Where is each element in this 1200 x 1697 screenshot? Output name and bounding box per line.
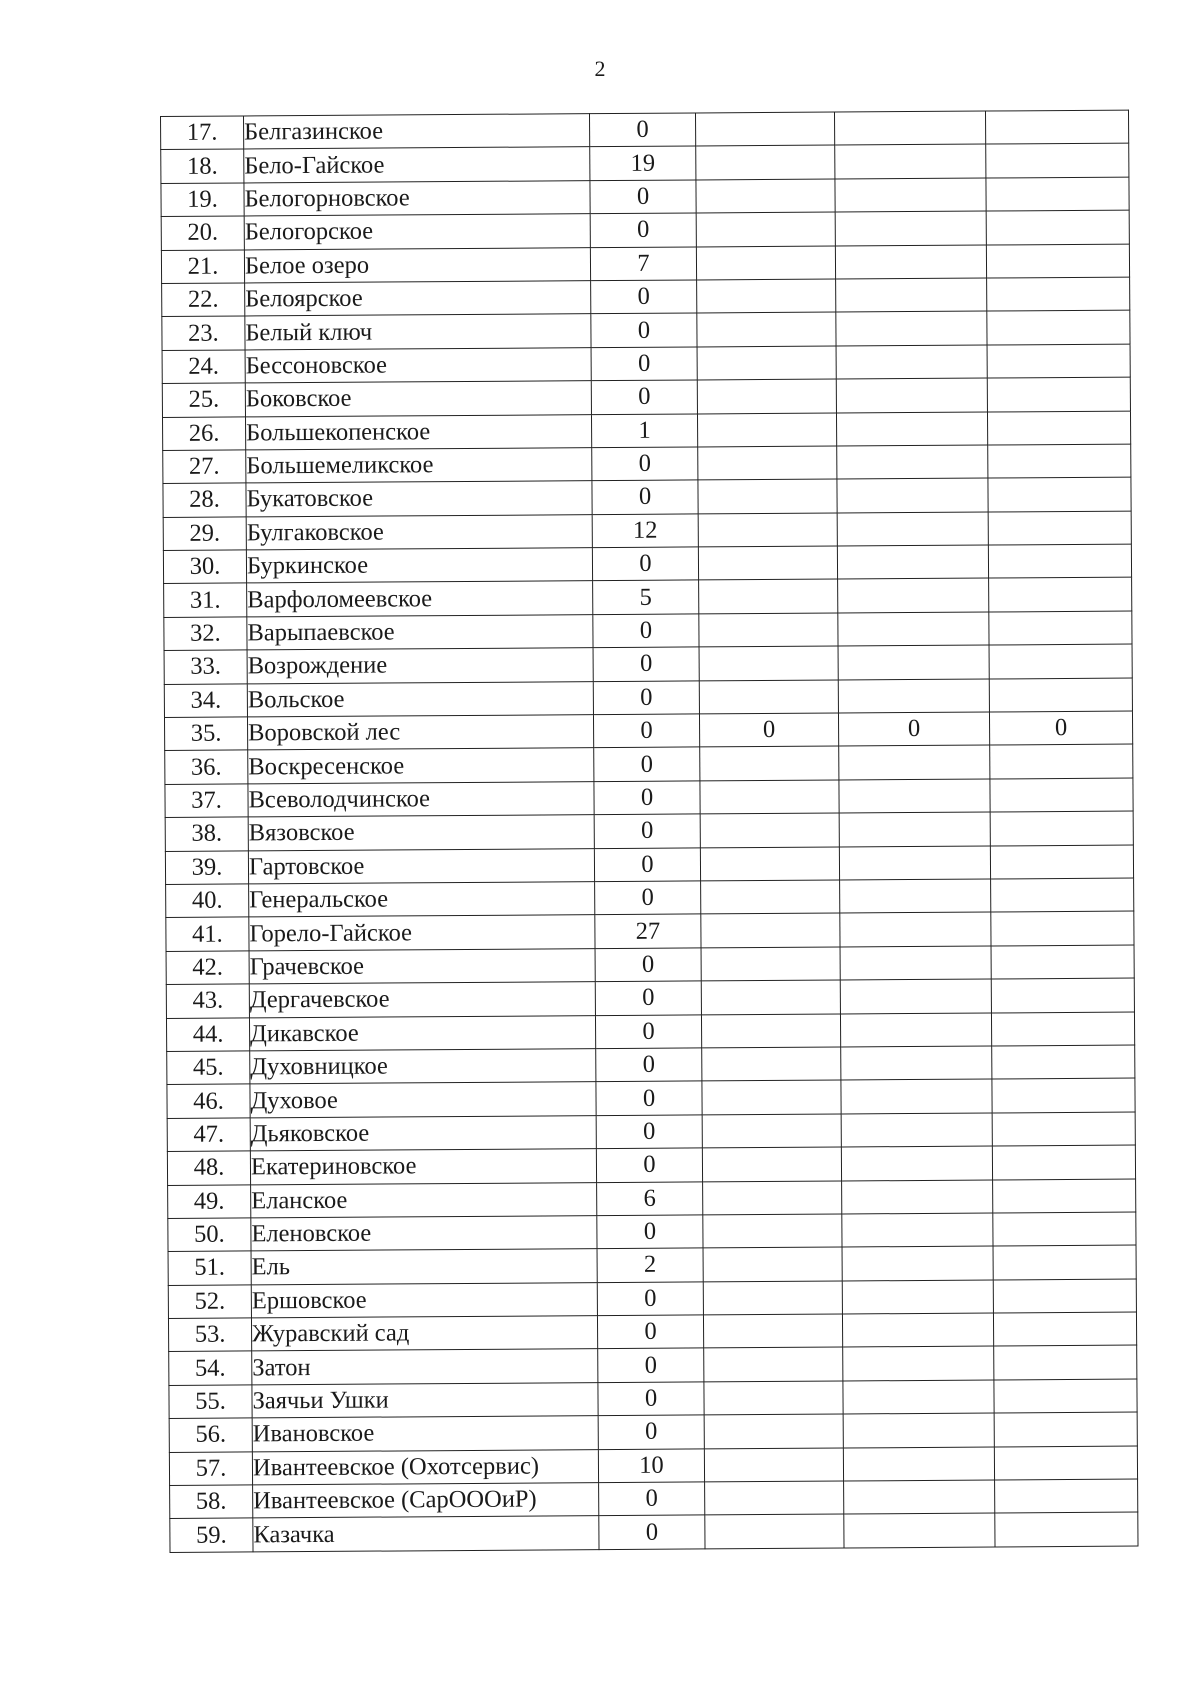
column-4-cell [699, 613, 838, 647]
column-4-cell [703, 1314, 842, 1348]
column-6-cell [988, 544, 1131, 578]
column-6-cell [989, 678, 1132, 712]
column-6-cell [986, 210, 1129, 244]
column-5-cell [840, 912, 991, 946]
column-5-cell [841, 1046, 992, 1080]
count-cell: 0 [591, 313, 697, 347]
column-4-cell [695, 112, 834, 146]
area-name-cell: Дергачевское [249, 982, 595, 1018]
column-5-cell [838, 679, 989, 713]
row-number-cell: 53. [168, 1318, 251, 1352]
column-4-cell [698, 479, 837, 513]
column-5-cell [842, 1213, 993, 1247]
column-5-cell [840, 1013, 991, 1047]
column-5-cell [839, 846, 990, 880]
column-4-cell [698, 546, 837, 580]
row-number-cell: 23. [162, 316, 245, 350]
column-5-cell [842, 1180, 993, 1214]
column-5-cell [843, 1413, 994, 1447]
column-6-cell: 0 [989, 711, 1132, 745]
count-cell: 0 [598, 1415, 704, 1449]
count-cell: 0 [593, 714, 699, 748]
row-number-cell: 37. [165, 784, 248, 818]
area-name-cell: Ивановское [252, 1416, 598, 1452]
area-name-cell: Буркинское [246, 548, 592, 584]
column-6-cell [988, 477, 1131, 511]
column-4-cell [703, 1181, 842, 1215]
column-5-cell [841, 1079, 992, 1113]
count-cell: 0 [594, 781, 700, 815]
count-cell: 0 [594, 848, 700, 882]
column-6-cell [993, 1279, 1136, 1313]
area-name-cell: Затон [252, 1349, 598, 1385]
count-cell: 12 [592, 514, 698, 548]
row-number-cell: 56. [169, 1418, 252, 1452]
column-6-cell [994, 1446, 1137, 1480]
column-4-cell [700, 780, 839, 814]
count-cell: 0 [598, 1348, 704, 1382]
column-6-cell [993, 1312, 1136, 1346]
area-name-cell: Боковское [245, 381, 591, 417]
area-name-cell: Белогорское [244, 214, 590, 250]
column-4-cell [704, 1381, 843, 1415]
document-sheet [160, 110, 1132, 1553]
area-name-cell: Гартовское [248, 848, 594, 884]
row-number-cell: 52. [168, 1285, 251, 1319]
count-cell: 0 [594, 747, 700, 781]
column-5-cell [840, 979, 991, 1013]
column-5-cell [836, 412, 987, 446]
column-4-cell [697, 379, 836, 413]
area-name-cell: Бело-Гайское [244, 147, 590, 183]
table-row [170, 1512, 1138, 1552]
count-cell: 0 [593, 614, 699, 648]
column-5-cell [841, 1113, 992, 1147]
area-name-cell: Бессоновское [245, 347, 591, 383]
column-4-cell [696, 246, 835, 280]
column-6-cell [994, 1346, 1137, 1380]
row-number-cell: 57. [169, 1452, 252, 1486]
column-6-cell [987, 411, 1130, 445]
area-name-cell: Генеральское [249, 882, 595, 918]
row-number-cell: 32. [164, 617, 247, 651]
count-cell: 0 [591, 380, 697, 414]
column-4-cell [701, 947, 840, 981]
column-6-cell [990, 744, 1133, 778]
area-name-cell: Воровской лес [247, 715, 593, 751]
area-name-cell: Варфоломеевское [247, 581, 593, 617]
row-number-cell: 42. [166, 951, 249, 985]
column-4-cell [701, 980, 840, 1014]
count-cell: 0 [595, 1014, 701, 1048]
column-6-cell [987, 277, 1130, 311]
area-name-cell: Екатериновское [250, 1149, 596, 1185]
row-number-cell: 28. [163, 483, 246, 517]
row-number-cell: 39. [165, 851, 248, 885]
count-cell: 0 [596, 1148, 702, 1182]
column-4-cell [700, 746, 839, 780]
count-cell: 0 [590, 213, 696, 247]
row-number-cell: 27. [163, 450, 246, 484]
column-4-cell [698, 513, 837, 547]
column-4-cell [697, 413, 836, 447]
column-5-cell [841, 1146, 992, 1180]
count-cell: 0 [595, 881, 701, 915]
column-5-cell [843, 1447, 994, 1481]
area-name-cell: Возрождение [247, 648, 593, 684]
column-4-cell [696, 179, 835, 213]
area-name-cell: Белое озеро [244, 247, 590, 283]
area-name-cell: Большемеликское [246, 448, 592, 484]
area-name-cell: Горело-Гайское [249, 915, 595, 951]
count-cell: 0 [594, 814, 700, 848]
count-cell: 2 [597, 1248, 703, 1282]
row-number-cell: 38. [165, 817, 248, 851]
row-number-cell: 41. [166, 917, 249, 951]
area-name-cell: Дьяковское [250, 1115, 596, 1151]
column-5-cell [838, 578, 989, 612]
count-cell: 0 [591, 347, 697, 381]
count-cell: 0 [595, 948, 701, 982]
row-number-cell: 58. [170, 1485, 253, 1519]
row-number-cell: 34. [164, 684, 247, 718]
column-6-cell [991, 1012, 1134, 1046]
area-name-cell: Казачка [253, 1516, 599, 1552]
column-4-cell [697, 312, 836, 346]
count-cell: 0 [596, 1048, 702, 1082]
count-cell: 0 [596, 1115, 702, 1149]
column-6-cell [991, 945, 1134, 979]
count-cell: 0 [590, 180, 696, 214]
column-6-cell [995, 1479, 1138, 1513]
count-cell: 6 [597, 1181, 703, 1215]
column-4-cell [702, 1114, 841, 1148]
column-5-cell [835, 245, 986, 279]
column-5-cell [836, 345, 987, 379]
column-5-cell [843, 1380, 994, 1414]
row-number-cell: 51. [168, 1251, 251, 1285]
count-cell: 0 [599, 1515, 705, 1549]
column-4-cell [699, 579, 838, 613]
count-cell: 27 [595, 914, 701, 948]
area-name-cell: Всеволодчинское [248, 781, 594, 817]
area-name-cell: Белый ключ [245, 314, 591, 350]
count-cell: 5 [593, 580, 699, 614]
area-name-cell: Ивантеевское (СарОООиР) [253, 1483, 599, 1519]
column-4-cell [696, 212, 835, 246]
column-6-cell [994, 1412, 1137, 1446]
column-6-cell [991, 978, 1134, 1012]
column-4-cell [703, 1247, 842, 1281]
column-6-cell [992, 1045, 1135, 1079]
column-4-cell [705, 1481, 844, 1515]
row-number-cell: 49. [168, 1184, 251, 1218]
column-5-cell [837, 478, 988, 512]
count-cell: 0 [599, 1482, 705, 1516]
column-6-cell [990, 811, 1133, 845]
column-6-cell [992, 1145, 1135, 1179]
count-cell: 0 [596, 1081, 702, 1115]
column-6-cell [987, 344, 1130, 378]
row-number-cell: 29. [163, 517, 246, 551]
area-name-cell: Белогорновское [244, 180, 590, 216]
row-number-cell: 33. [164, 650, 247, 684]
count-cell: 0 [592, 547, 698, 581]
column-6-cell [993, 1212, 1136, 1246]
column-4-cell [701, 913, 840, 947]
row-number-cell: 21. [161, 250, 244, 284]
column-6-cell [993, 1245, 1136, 1279]
count-cell: 7 [590, 247, 696, 281]
column-4-cell [696, 145, 835, 179]
count-cell: 0 [597, 1215, 703, 1249]
column-6-cell [992, 1078, 1135, 1112]
row-number-cell: 43. [166, 984, 249, 1018]
column-4-cell [705, 1514, 844, 1548]
column-5-cell [835, 178, 986, 212]
area-name-cell: Воскресенское [248, 748, 594, 784]
row-number-cell: 26. [162, 416, 245, 450]
count-cell: 0 [589, 113, 695, 147]
count-cell: 0 [593, 681, 699, 715]
column-6-cell [989, 611, 1132, 645]
row-number-cell: 30. [163, 550, 246, 584]
column-5-cell [842, 1246, 993, 1280]
column-6-cell [987, 310, 1130, 344]
column-6-cell [985, 110, 1128, 144]
column-5-cell [844, 1513, 995, 1547]
area-name-cell: Варыпаевское [247, 614, 593, 650]
area-name-cell: Белгазинское [244, 114, 590, 150]
hunting-grounds-table [160, 110, 1139, 1553]
column-4-cell [701, 880, 840, 914]
column-6-cell [993, 1179, 1136, 1213]
column-4-cell [701, 1014, 840, 1048]
column-4-cell [704, 1347, 843, 1381]
column-6-cell [992, 1112, 1135, 1146]
column-4-cell [702, 1080, 841, 1114]
column-5-cell [838, 612, 989, 646]
column-6-cell [987, 377, 1130, 411]
column-5-cell [834, 111, 985, 145]
column-6-cell [986, 177, 1129, 211]
area-name-cell: Еленовское [251, 1216, 597, 1252]
area-name-cell: Белоярское [245, 281, 591, 317]
column-5-cell [842, 1280, 993, 1314]
area-name-cell: Духовницкое [250, 1049, 596, 1085]
row-number-cell: 19. [161, 183, 244, 217]
area-name-cell: Ершовское [251, 1282, 597, 1318]
area-name-cell: Ивантеевское (Охотсервис) [252, 1449, 598, 1485]
column-5-cell [837, 445, 988, 479]
area-name-cell: Духовое [250, 1082, 596, 1118]
column-6-cell [986, 244, 1129, 278]
column-6-cell [989, 644, 1132, 678]
area-name-cell: Дикавское [249, 1015, 595, 1051]
count-cell: 0 [597, 1315, 703, 1349]
column-5-cell [836, 311, 987, 345]
area-name-cell: Журавский сад [251, 1316, 597, 1352]
column-5-cell [839, 779, 990, 813]
column-5-cell [840, 879, 991, 913]
column-5-cell [837, 545, 988, 579]
column-4-cell [703, 1214, 842, 1248]
row-number-cell: 35. [164, 717, 247, 751]
row-number-cell: 24. [162, 350, 245, 384]
column-5-cell [840, 946, 991, 980]
column-5-cell [836, 378, 987, 412]
area-name-cell: Букатовское [246, 481, 592, 517]
row-number-cell: 36. [165, 750, 248, 784]
column-5-cell [835, 144, 986, 178]
column-5-cell [844, 1480, 995, 1514]
column-5-cell [839, 745, 990, 779]
count-cell: 0 [592, 480, 698, 514]
column-5-cell [843, 1346, 994, 1380]
area-name-cell: Ель [251, 1249, 597, 1285]
row-number-cell: 45. [167, 1051, 250, 1085]
table-body [161, 110, 1139, 1552]
count-cell: 10 [598, 1449, 704, 1483]
column-4-cell [702, 1147, 841, 1181]
row-number-cell: 22. [162, 283, 245, 317]
row-number-cell: 48. [167, 1151, 250, 1185]
column-5-cell [842, 1313, 993, 1347]
column-5-cell [835, 211, 986, 245]
column-4-cell [698, 446, 837, 480]
column-5-cell [839, 812, 990, 846]
column-5-cell: 0 [838, 712, 989, 746]
row-number-cell: 54. [169, 1351, 252, 1385]
row-number-cell: 50. [168, 1218, 251, 1252]
row-number-cell: 47. [167, 1118, 250, 1152]
column-6-cell [989, 578, 1132, 612]
row-number-cell: 40. [166, 884, 249, 918]
count-cell: 0 [597, 1282, 703, 1316]
row-number-cell: 31. [164, 583, 247, 617]
column-5-cell [836, 278, 987, 312]
column-6-cell [991, 911, 1134, 945]
column-4-cell [697, 279, 836, 313]
page-number: 2 [594, 56, 606, 81]
count-cell: 0 [593, 647, 699, 681]
column-6-cell [986, 143, 1129, 177]
column-6-cell [990, 845, 1133, 879]
row-number-cell: 55. [169, 1385, 252, 1419]
column-6-cell [991, 878, 1134, 912]
row-number-cell: 20. [161, 216, 244, 250]
column-4-cell [704, 1448, 843, 1482]
column-4-cell [700, 813, 839, 847]
column-4-cell [702, 1047, 841, 1081]
column-6-cell [988, 511, 1131, 545]
row-number-cell: 17. [161, 116, 244, 150]
row-number-cell: 46. [167, 1084, 250, 1118]
column-5-cell [838, 645, 989, 679]
column-4-cell [700, 847, 839, 881]
row-number-cell: 59. [170, 1518, 253, 1552]
area-name-cell: Грачевское [249, 948, 595, 984]
column-6-cell [994, 1379, 1137, 1413]
area-name-cell: Булгаковское [246, 514, 592, 550]
area-name-cell: Заячьи Ушки [252, 1382, 598, 1418]
column-6-cell [988, 444, 1131, 478]
area-name-cell: Еланское [251, 1182, 597, 1218]
area-name-cell: Большекопенское [245, 414, 591, 450]
count-cell: 19 [590, 146, 696, 180]
count-cell: 0 [591, 280, 697, 314]
row-number-cell: 44. [166, 1017, 249, 1051]
column-4-cell [704, 1414, 843, 1448]
area-name-cell: Вязовское [248, 815, 594, 851]
row-number-cell: 25. [162, 383, 245, 417]
count-cell: 1 [591, 413, 697, 447]
count-cell: 0 [592, 447, 698, 481]
column-4-cell [703, 1281, 842, 1315]
row-number-cell: 18. [161, 149, 244, 183]
column-4-cell [699, 680, 838, 714]
column-5-cell [837, 512, 988, 546]
column-6-cell [990, 778, 1133, 812]
count-cell: 0 [595, 981, 701, 1015]
count-cell: 0 [598, 1382, 704, 1416]
column-6-cell [995, 1512, 1138, 1546]
column-4-cell [699, 646, 838, 680]
column-4-cell: 0 [699, 713, 838, 747]
column-4-cell [697, 346, 836, 380]
area-name-cell: Вольское [247, 681, 593, 717]
